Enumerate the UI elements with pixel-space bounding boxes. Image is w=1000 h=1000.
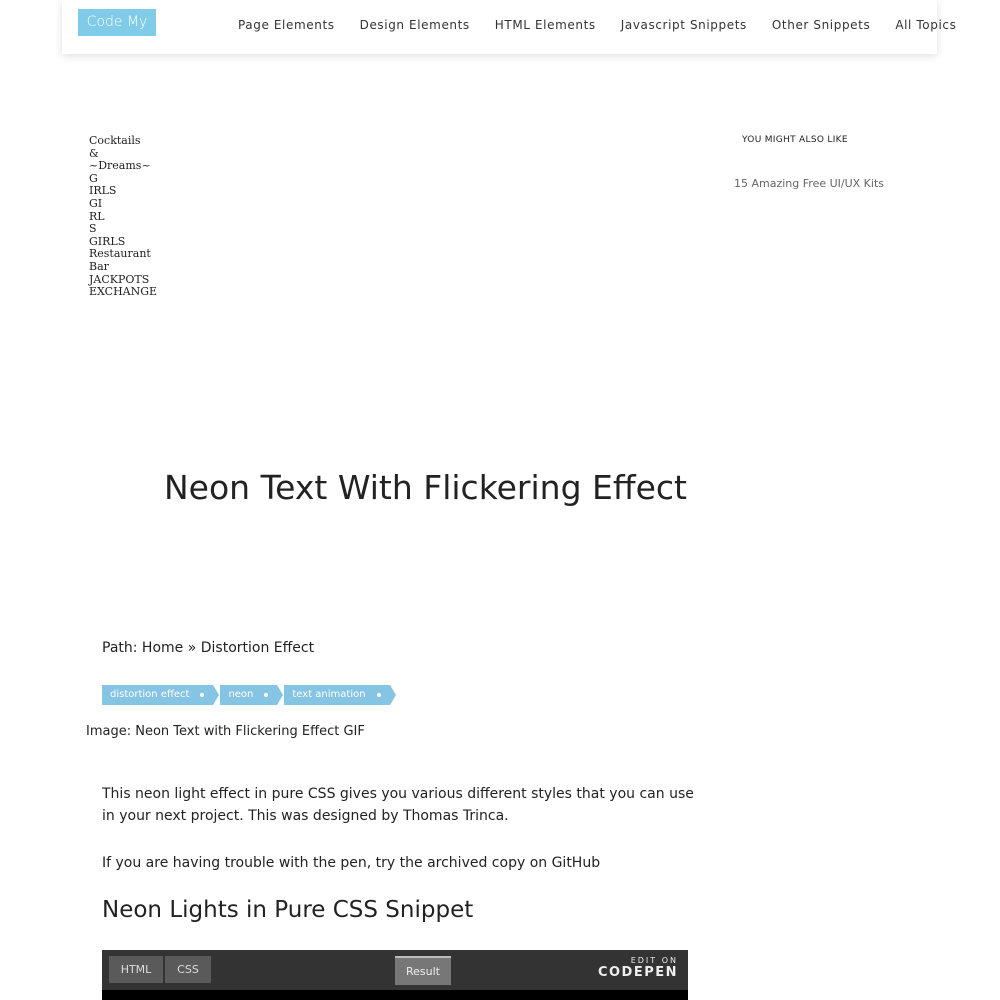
page-title: Neon Text With Flickering Effect <box>164 468 687 507</box>
banner-line: JACKPOTS <box>89 272 150 286</box>
banner-line: RL <box>89 209 105 223</box>
nav-javascript-snippets[interactable]: Javascript Snippets <box>620 18 747 32</box>
banner-line: IRLS <box>89 184 117 198</box>
tag-hole-icon <box>200 693 204 697</box>
banner-line: S <box>89 222 97 236</box>
section-title: Neon Lights in Pure CSS Snippet <box>102 897 474 923</box>
tag-text-animation[interactable] <box>284 685 389 705</box>
breadcrumb <box>102 640 314 656</box>
banner-line: G <box>89 171 98 185</box>
banner-line: GIRLS <box>89 234 126 248</box>
tag-label: text animation <box>292 689 366 700</box>
site-header <box>62 0 957 57</box>
codepen-result-area <box>102 990 688 1000</box>
banner-line: EXCHANGE <box>89 285 158 299</box>
article-body <box>102 783 702 899</box>
nav-all-topics[interactable]: All Topics <box>895 18 957 32</box>
banner-line: Cocktails <box>89 134 141 147</box>
article-paragraph: If you are having trouble with the pen, try the archived copy on GitHub <box>102 855 601 871</box>
nav-design-elements[interactable]: Design Elements <box>359 18 470 32</box>
nav-page-elements[interactable]: Page Elements <box>238 18 335 32</box>
banner-line: & <box>89 146 99 160</box>
breadcrumb-prefix: Path: <box>102 640 142 656</box>
nav-other-snippets[interactable]: Other Snippets <box>771 18 871 32</box>
image-alt-text: Image: Neon Text with Flickering Effect GIF <box>86 724 365 739</box>
tag-list <box>102 685 390 705</box>
nav-html-elements[interactable]: HTML Elements <box>494 18 596 32</box>
breadcrumb-current-link[interactable]: Distortion Effect <box>200 640 315 656</box>
banner-line: ~Dreams~ <box>89 159 151 173</box>
article-paragraph: This neon light effect in pure CSS gives you various different styles that you can use in your next project. This was designed by Thomas Trinca. <box>102 786 694 824</box>
tag-label: neon <box>228 689 254 700</box>
tag-label: distortion effect <box>110 689 190 700</box>
banner-line: Bar <box>89 259 109 273</box>
banner-line: GI <box>89 196 103 210</box>
main-nav <box>238 18 981 32</box>
banner-line: Restaurant <box>89 247 151 261</box>
codepen-embed <box>102 950 688 1000</box>
codepen-tab-css[interactable]: CSS <box>165 956 211 983</box>
site-logo[interactable]: Code My UI <box>78 9 156 36</box>
ad-banner-text[interactable] <box>89 135 209 299</box>
related-heading: YOU MIGHT ALSO LIKE <box>742 135 848 145</box>
codepen-tab-result[interactable]: Result <box>395 956 451 985</box>
breadcrumb-home-link[interactable]: Home <box>141 640 184 656</box>
tag-distortion-effect[interactable] <box>102 685 213 705</box>
edit-on-codepen-link[interactable] <box>598 956 678 980</box>
related-link[interactable]: 15 Amazing Free UI/UX Kits <box>734 177 884 190</box>
tag-hole-icon <box>377 693 381 697</box>
edit-on-label: EDIT ON <box>630 956 678 965</box>
tag-hole-icon <box>264 693 268 697</box>
codepen-logo: CODEPEN <box>597 965 678 980</box>
tag-neon[interactable] <box>220 685 277 705</box>
codepen-tab-html[interactable]: HTML <box>109 956 163 983</box>
breadcrumb-separator: » <box>183 640 201 656</box>
